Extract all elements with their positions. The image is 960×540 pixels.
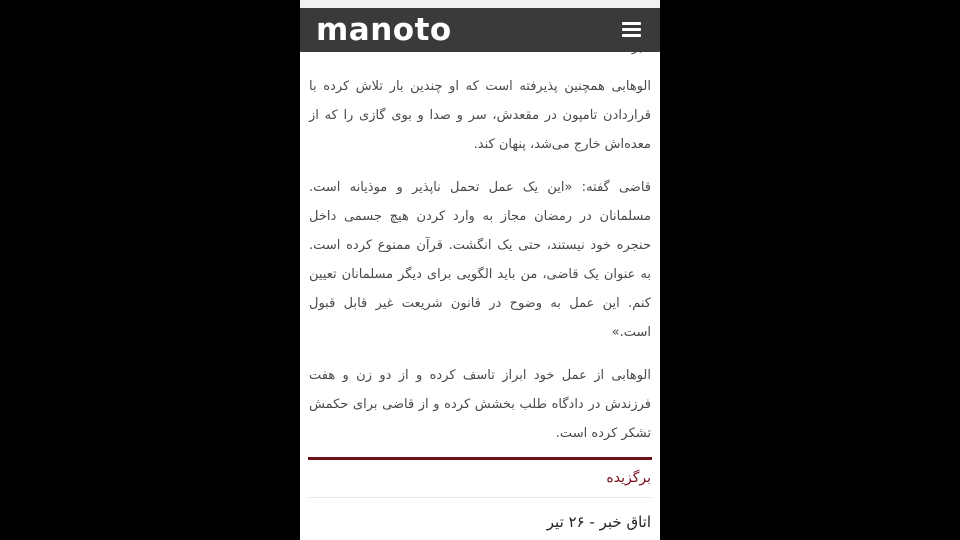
status-bar	[300, 0, 660, 8]
menu-bar-line	[622, 22, 641, 25]
article-paragraph: قاضی گفته: «این یک عمل تحمل ناپذیر و موذیانه است. مسلمانان در رمضان مجاز به وارد کردن هیچ جسمی داخل حنجره خود نیستند، حتی یک انگشت. قرآن ممنوع کرده است. به عنوان یک قاضی، من باید الگویی برای دیگر مسلمانان تعیین کنم. این عمل به وضوح در قانون شریعت غیر قابل قبول است.»	[309, 180, 651, 340]
featured-item-link[interactable]: اتاق خبر - ۲۶ تیر	[546, 513, 651, 531]
article-body	[300, 30, 660, 462]
hamburger-menu-icon[interactable]	[620, 20, 644, 40]
phone-viewport	[300, 0, 660, 540]
article-paragraph: الوهابی همچنین پذیرفته است که او چندین بار تلاش کرده با قراردادن تامپون در مقعدش، سر و صدا و بوی گازی را که از معده‌اش خارج می‌شد، پنهان کند.	[309, 79, 651, 152]
menu-bar-line	[622, 28, 641, 31]
menu-bar-line	[622, 34, 641, 37]
featured-section-title: برگزیده	[606, 470, 651, 486]
site-logo[interactable]: manoto	[316, 12, 452, 48]
section-rule	[308, 497, 652, 498]
article-paragraph: الوهابی از عمل خود ابراز تاسف کرده و از دو زن و هفت فرزندش در دادگاه طلب بخشش کرده و از قاضی برای حکمش تشکر کرده است.	[309, 368, 651, 441]
site-header	[300, 8, 660, 52]
section-divider	[308, 457, 652, 460]
